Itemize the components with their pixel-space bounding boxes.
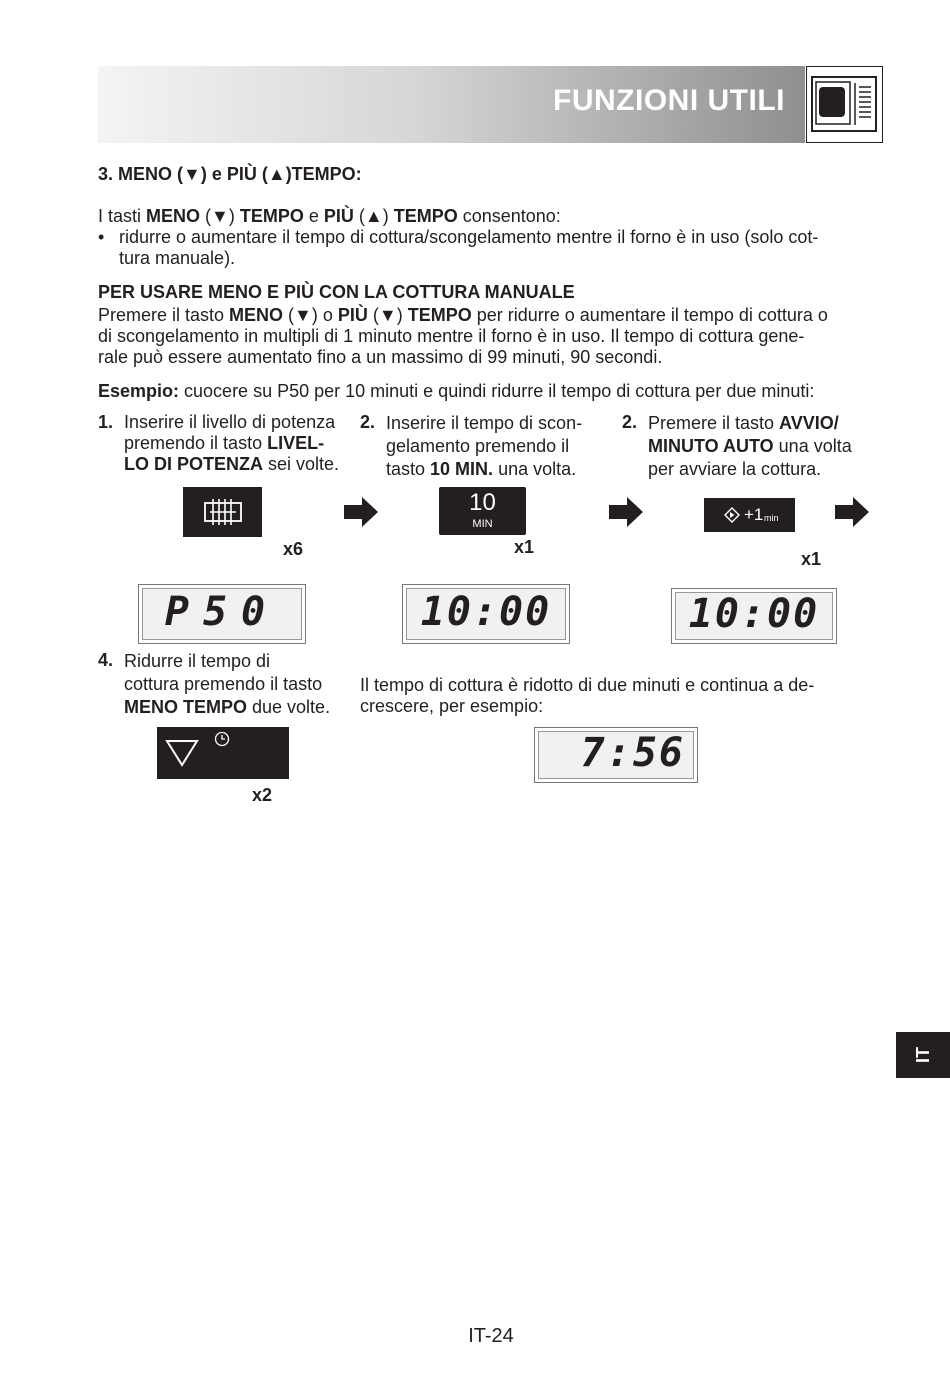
- step-3-number: 2.: [622, 412, 638, 432]
- step-1-count: x6: [283, 539, 304, 559]
- bullet-mark: •: [98, 227, 105, 247]
- step-2-number: 2.: [360, 412, 376, 432]
- intro-text: I tasti MENO (▼) TEMPO e PIÙ (▲) TEMPO consentono:: [98, 206, 561, 226]
- subheading: PER USARE MENO E PIÙ CON LA COTTURA MANUALE: [98, 282, 575, 302]
- start-button-label: +1: [744, 505, 764, 524]
- step-4-number: 4.: [98, 650, 114, 670]
- arrow-right-icon: [835, 497, 869, 527]
- display-power-level: [138, 584, 306, 644]
- 10-min-button-label: 10: [469, 489, 496, 516]
- down-triangle-icon: [165, 739, 199, 767]
- display-text: 10:00: [420, 589, 552, 635]
- display-text: 7:56: [580, 730, 685, 776]
- example-line: Esempio: cuocere su P50 per 10 minuti e quindi ridurre il tempo di cottura per due minuti:: [98, 381, 815, 401]
- step-4-count: x2: [252, 785, 273, 805]
- power-level-icon: [183, 487, 262, 537]
- power-level-button[interactable]: [183, 487, 262, 537]
- para-line-3: rale può essere aumentato fino a un massimo di 99 minuti, 90 secondi.: [98, 347, 663, 367]
- step-2-count: x1: [514, 537, 535, 557]
- arrow-right-icon: [344, 497, 378, 527]
- start-auto-minute-button[interactable]: [704, 498, 795, 532]
- step-4-note: Il tempo di cottura è ridotto di due minuti e continua a de- crescere, per esempio:: [360, 675, 815, 716]
- start-button-sublabel: min: [764, 513, 779, 523]
- display-text: P50: [164, 589, 280, 635]
- bullet-line-2: tura manuale).: [119, 248, 236, 268]
- step-2-text: Inserire il tempo di scon- gelamento premendo il tasto 10 MIN. una volta.: [386, 413, 583, 479]
- step-3-text: Premere il tasto AVVIO/ MINUTO AUTO una volta per avviare la cottura.: [648, 413, 852, 479]
- para-line-1: Premere il tasto MENO (▼) o PIÙ (▼) TEMPO per ridurre o aumentare il tempo di cottura o: [98, 305, 828, 325]
- step-4-text: Ridurre il tempo di cottura premendo il tasto MENO TEMPO due volte.: [124, 651, 331, 717]
- 10-min-button[interactable]: [439, 487, 526, 535]
- page-title: FUNZIONI UTILI: [553, 84, 785, 117]
- less-time-button[interactable]: [157, 727, 289, 779]
- para-line-2: di scongelamento in multipli di 1 minuto mentre il forno è in uso. Il tempo di cottura gene-: [98, 326, 805, 346]
- arrow-right-icon: [609, 497, 643, 527]
- language-tab: [896, 1032, 950, 1078]
- 10-min-button-sublabel: MIN: [472, 518, 493, 530]
- display-time-3: [534, 727, 698, 783]
- page-number: IT-24: [468, 1325, 514, 1347]
- start-diamond-icon: [724, 507, 740, 523]
- language-tab-label: IT: [912, 1047, 933, 1063]
- display-text: 10:00: [688, 591, 820, 637]
- step-3-count: x1: [801, 549, 822, 569]
- bullet-line-1: ridurre o aumentare il tempo di cottura/scongelamento mentre il forno è in uso (solo cot-: [119, 227, 819, 247]
- clock-icon: [214, 731, 230, 747]
- step-1-number: 1.: [98, 412, 114, 432]
- microwave-icon: [806, 66, 883, 143]
- display-time-1: [402, 584, 570, 644]
- display-time-2: [671, 588, 837, 644]
- header-banner: [98, 66, 805, 143]
- step-1-text: Inserire il livello di potenza premendo il tasto LIVEL- LO DI POTENZA sei volte.: [124, 412, 340, 474]
- section-heading: 3. MENO (▼) e PIÙ (▲)TEMPO:: [98, 164, 362, 184]
